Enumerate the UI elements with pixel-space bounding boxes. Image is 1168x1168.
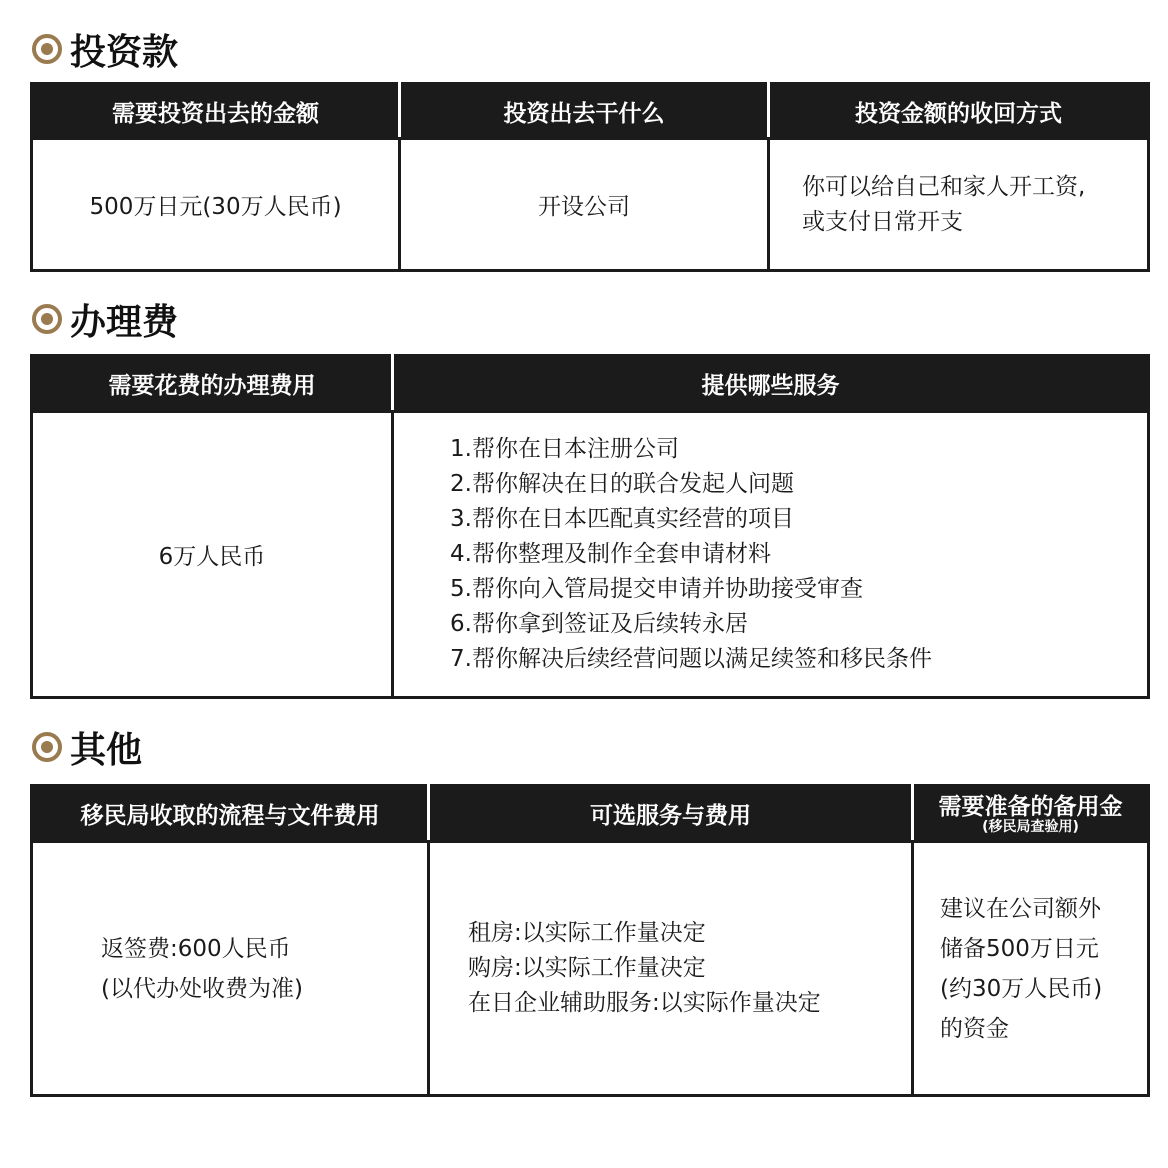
text-line: 或支付日常开支 — [802, 208, 963, 235]
list-item: 1.帮你在日本注册公司 — [450, 436, 679, 462]
circle-dot-icon — [32, 732, 62, 762]
investment-recovery — [769, 139, 1149, 271]
list-item: 4.帮你整理及制作全套申请材料 — [450, 541, 771, 567]
text-line: 在日企业辅助服务:以实际作量决定 — [468, 990, 821, 1016]
section-title-text: 其他 — [70, 729, 143, 771]
circle-dot-icon — [32, 34, 62, 64]
text-line: 返签费:600人民币 — [101, 935, 291, 962]
list-item: 2.帮你解决在日的联合发起人问题 — [450, 471, 794, 497]
text-line: (约30万人民币) — [940, 975, 1103, 1002]
table-header: 投资金额的收回方式 — [769, 84, 1149, 139]
list-item: 5.帮你向入管局提交申请并协助接受审查 — [450, 576, 863, 602]
section-title-other — [32, 722, 142, 772]
reserve-header-title: 需要准备的备用金 — [938, 793, 1123, 820]
section-title-handling — [32, 294, 178, 344]
other-table — [30, 784, 1150, 1097]
list-item: 3.帮你在日本匹配真实经营的项目 — [450, 506, 794, 532]
investment-table — [30, 82, 1150, 272]
table-header: 需要投资出去的金额 — [32, 84, 400, 139]
circle-dot-icon — [32, 304, 62, 334]
reserve-header-subtitle: (移民局查验用) — [982, 818, 1079, 835]
section-title-text: 办理费 — [70, 301, 179, 343]
handling-fee: 6万人民币 — [32, 412, 393, 698]
section-title-text: 投资款 — [70, 31, 179, 73]
table-header: 投资出去干什么 — [400, 84, 769, 139]
process-fees — [32, 842, 429, 1096]
reserve-funds — [913, 842, 1149, 1096]
text-line: 建议在公司额外 — [940, 895, 1101, 922]
text-line: (以代办处收费为准) — [101, 975, 303, 1002]
table-header: 提供哪些服务 — [393, 356, 1149, 412]
text-line: 租房:以实际工作量决定 — [468, 920, 706, 946]
handling-table — [30, 354, 1150, 699]
text-line: 的资金 — [940, 1015, 1009, 1042]
optional-services — [429, 842, 913, 1096]
investment-purpose: 开设公司 — [400, 139, 769, 271]
reserve-header — [913, 786, 1149, 842]
list-item: 7.帮你解决后续经营问题以满足续签和移民条件 — [450, 646, 932, 672]
text-line: 你可以给自己和家人开工资, — [802, 173, 1086, 200]
section-title-investment — [32, 24, 178, 74]
table-header: 可选服务与费用 — [429, 786, 913, 842]
services-list — [393, 412, 1149, 698]
text-line: 储备500万日元 — [940, 935, 1099, 962]
list-item: 6.帮你拿到签证及后续转永居 — [450, 611, 748, 637]
table-header: 需要花费的办理费用 — [32, 356, 393, 412]
investment-amount: 500万日元(30万人民币) — [32, 139, 400, 271]
text-line: 购房:以实际工作量决定 — [468, 955, 706, 981]
table-header: 移民局收取的流程与文件费用 — [32, 786, 429, 842]
